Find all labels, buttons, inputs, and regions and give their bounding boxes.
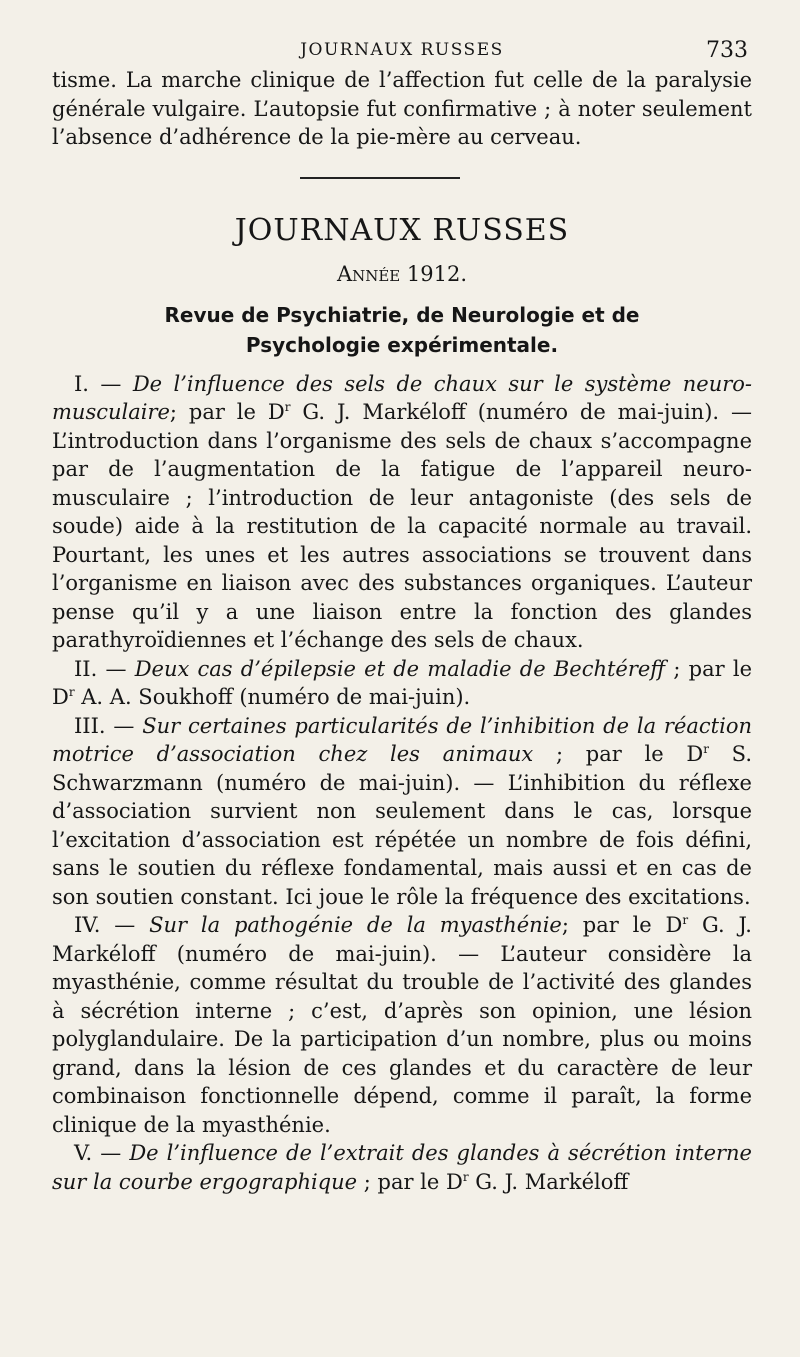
- entry-3-number: III.: [74, 713, 106, 738]
- entry-5-number: V.: [74, 1141, 93, 1165]
- entry-4-dash: —: [100, 913, 150, 937]
- entry-3-author: S. Schwarzmann (numéro de mai-juin).: [52, 742, 752, 795]
- entry-3-body: — L’inhibition du réflexe d’association survient non seulement dans le cas, lorsque l’excitation d’association est répétée un nombre de fois défini, sans le soutien du réflexe fondamental, mais aussi et en cas de son soutien constant. Ici joue le rôle la fréquence des excitations.: [52, 770, 752, 909]
- entry-3-author-prefix: ; par le D: [533, 742, 704, 766]
- journal-title-line-1: Revue de Psychiatrie, de Neurologie et de: [164, 302, 640, 327]
- section-year: Année 1912.: [336, 261, 468, 286]
- section-title: JOURNAUX RUSSES: [234, 212, 570, 248]
- entry-2-dash: —: [97, 656, 135, 681]
- entry-3: [52, 712, 752, 912]
- entry-5: [52, 1139, 752, 1196]
- running-head: [52, 30, 752, 66]
- entry-2-number: II.: [74, 656, 98, 681]
- page: [52, 30, 752, 1196]
- entry-2: [52, 655, 752, 712]
- section-divider: [300, 177, 460, 179]
- entry-1-body: — L’introduction dans l’organisme des sels de chaux s’accompagne par de l’augmentation de la fatigue de l’appareil neuro-musculaire ; l’introduction de leur antagoniste (des sels de soude) aide à la restitution de la capacité normale au travail. Pourtant, les unes et les autres associations se trouvent dans l’organisme en liaison avec des substances organiques. L’auteur pense qu’il y a une liaison entre la fonction des glandes parathyroïdiennes et l’échange des sels de chaux.: [52, 400, 752, 652]
- entry-4-number: IV.: [74, 913, 101, 937]
- entry-1-author: G. J. Markéloff (numéro de mai-juin).: [290, 400, 720, 424]
- entry-5-author-sup: r: [462, 1169, 469, 1184]
- journal-title: [52, 300, 752, 360]
- entry-4-author-prefix: ; par le D: [561, 913, 683, 937]
- entry-4-author-sup: r: [682, 913, 689, 927]
- intro-paragraph: tisme. La marche clinique de l’affection fut celle de la paralysie générale vulgaire. L’autopsie fut confirmative ; à noter seulement l’absence d’adhérence de la pie-mère au cerveau.: [52, 68, 752, 149]
- entry-1-dash: —: [88, 371, 133, 396]
- entry-5-author-prefix: ; par le D: [357, 1169, 463, 1194]
- entry-1-title: De l’influence des sels de chaux sur le système neuro-musculaire: [52, 371, 752, 424]
- entry-2-title: Deux cas d’épilepsie et de maladie de Bechtéreff: [134, 656, 666, 681]
- entry-1-number: I.: [74, 371, 89, 396]
- entry-2-author: A. A. Soukhoff (numéro de mai-juin).: [74, 685, 471, 709]
- running-title: JOURNAUX RUSSES: [300, 40, 504, 60]
- entry-4: [52, 911, 752, 1139]
- entry-2-author-sup: r: [68, 685, 75, 699]
- entry-5-title: De l’influence de l’extrait des glandes à sécrétion interne sur la courbe ergographique: [52, 1141, 752, 1194]
- entry-2-author-prefix: ; par le D: [52, 656, 752, 709]
- entry-4-title: Sur la pathogénie de la myasthénie: [149, 913, 562, 937]
- entry-5-author: G. J. Markéloff: [468, 1169, 629, 1194]
- entry-1: [52, 370, 752, 655]
- entry-1-author-prefix: ; par le D: [169, 400, 285, 424]
- entry-4-body: — L’auteur considère la myasthénie, comme résultat du trouble de l’activité des glandes à sécrétion interne ; c’est, d’après son opinion, une lésion polyglandulaire. De la participation d’un nombre, plus ou moins grand, dans la lésion de ces glandes et du caractère de leur combinaison fonctionnelle dépend, comme il paraît, la forme clinique de la myasthénie.: [52, 941, 752, 1137]
- journal-title-line-2: Psychologie expérimentale.: [245, 332, 559, 357]
- entry-3-title: Sur certaines particularités de l’inhibition de la réaction motrice d’association chez les animaux: [52, 713, 752, 766]
- page-number: 733: [706, 38, 748, 63]
- entry-3-author-sup: r: [703, 742, 709, 756]
- entry-3-dash: —: [105, 713, 143, 738]
- entry-1-author-sup: r: [284, 400, 291, 414]
- divider-wrap: [52, 152, 752, 204]
- entry-4-author: G. J. Markéloff (numéro de mai-juin).: [52, 913, 752, 966]
- entry-5-dash: —: [92, 1141, 130, 1165]
